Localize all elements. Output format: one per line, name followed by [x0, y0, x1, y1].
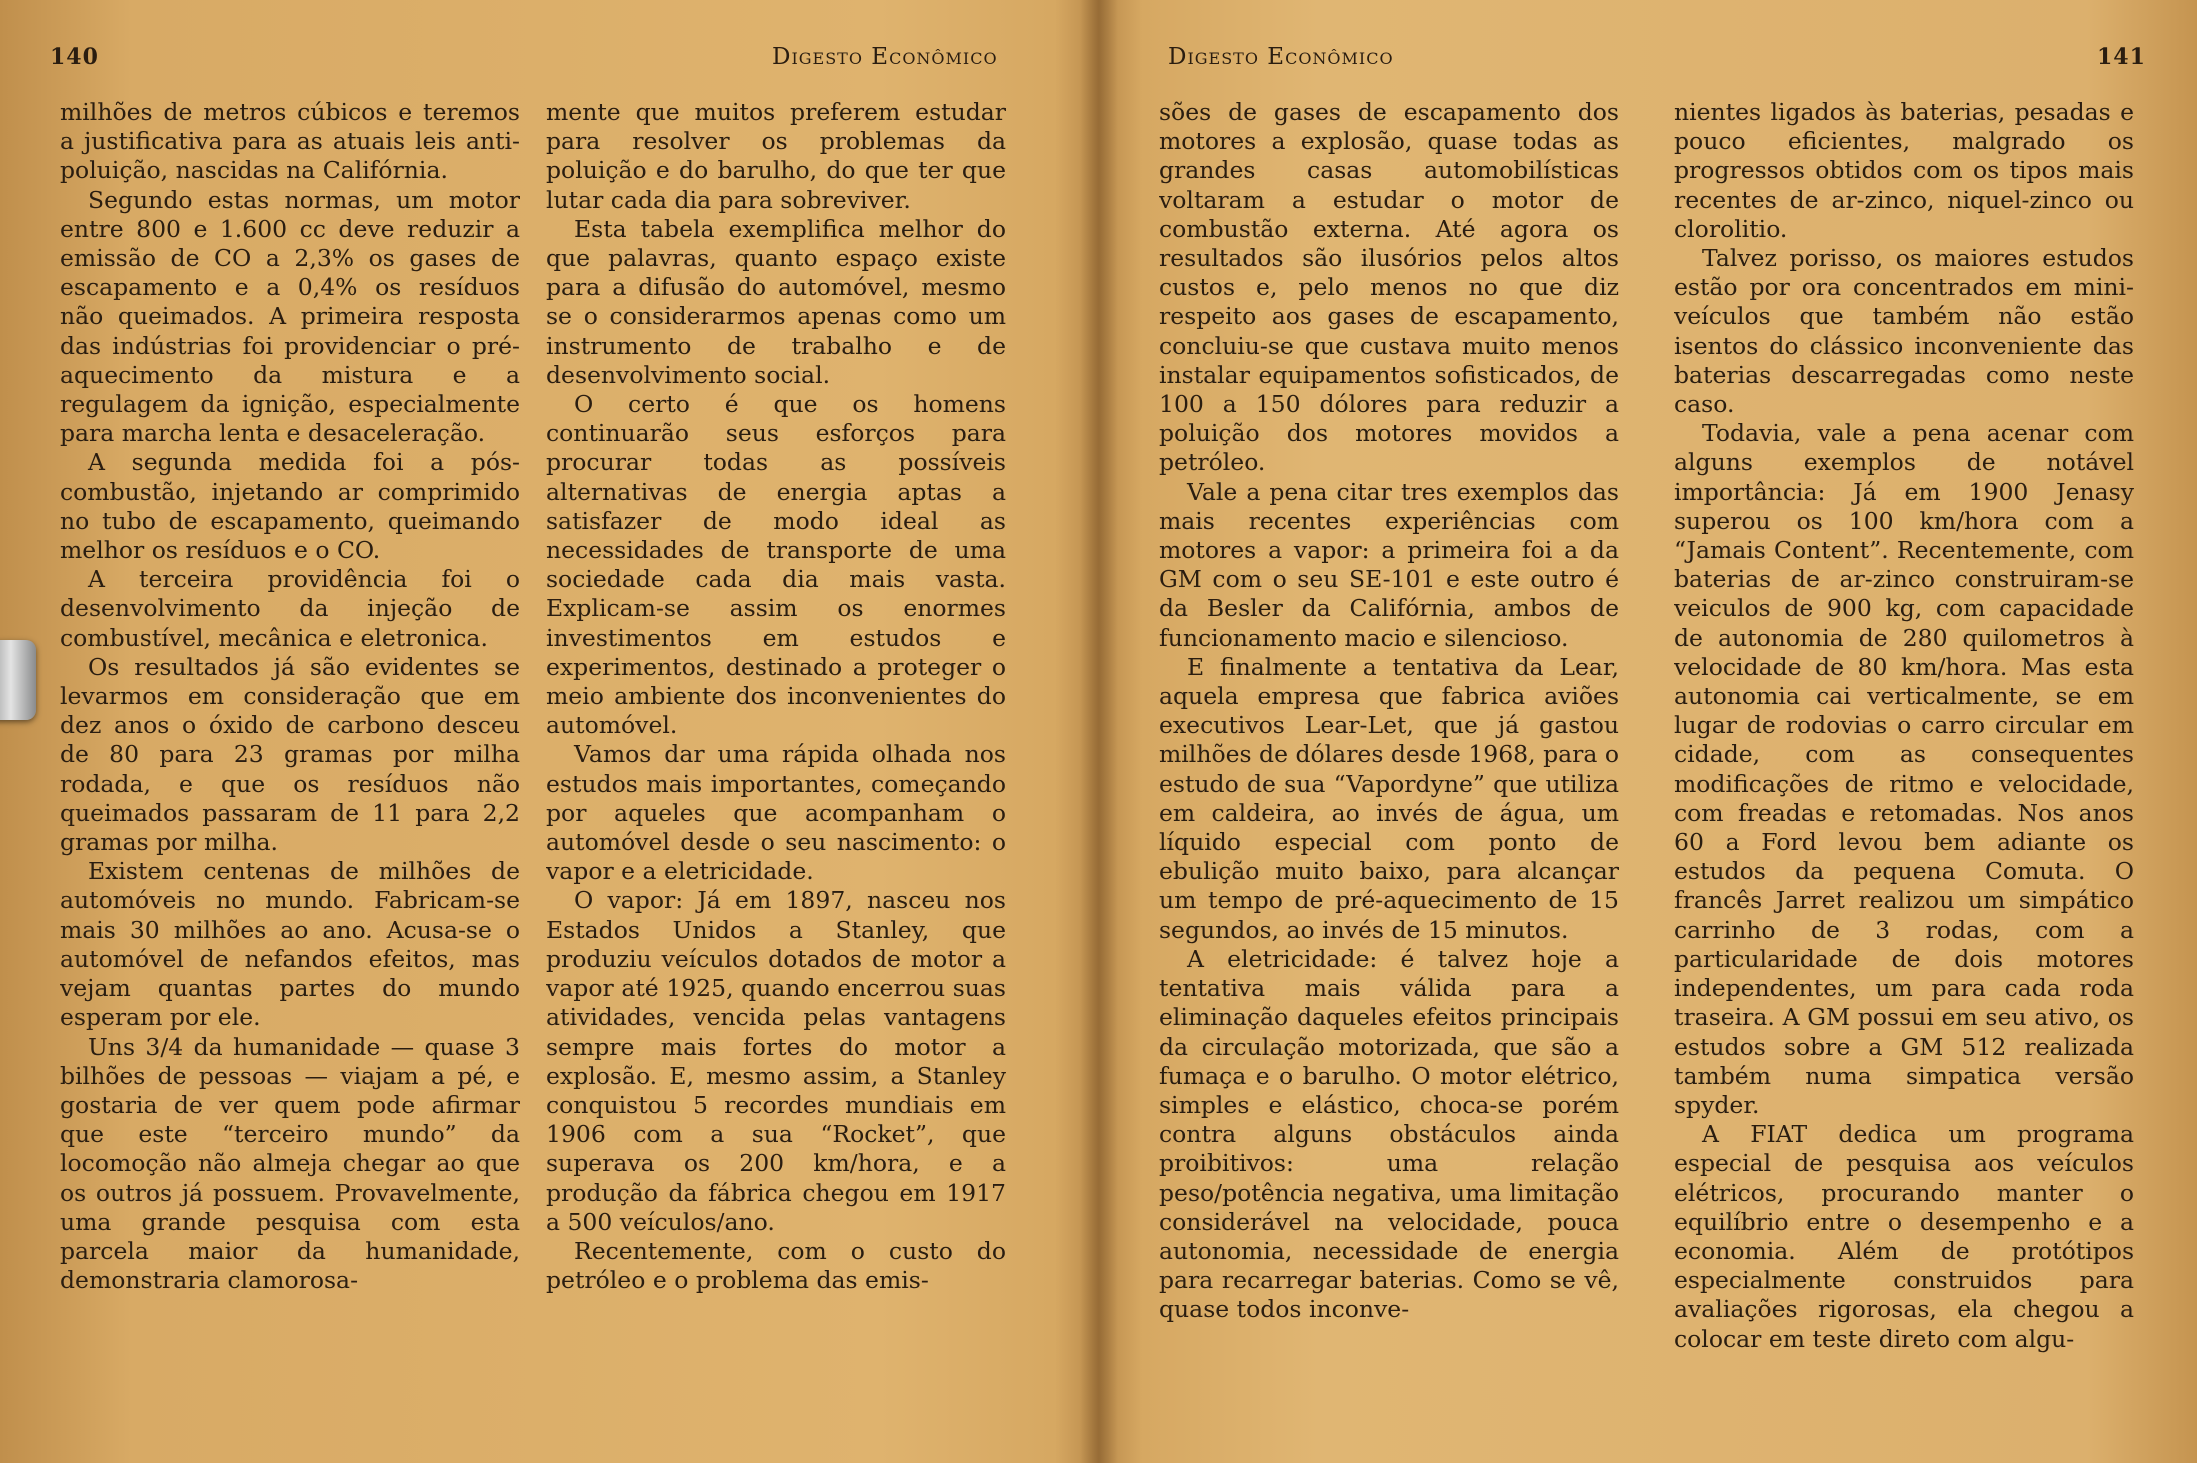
right-column-1	[1159, 98, 1619, 1418]
paragraph: A FIAT dedica um programa especial de pesquisa aos veículos elétricos, procurando manter o equilíbrio entre o desempenho e a economia. Além de protótipos especialmente construidos para avaliações rigorosas, ela chegou a colocar em teste direto com algu-	[1674, 1120, 2134, 1353]
paragraph: milhões de metros cúbicos e teremos a justificativa para as atuais leis anti-poluição, nascidas na Califórnia.	[60, 98, 520, 185]
paragraph: Existem centenas de milhões de automóveis no mundo. Fabricam-se mais 30 milhões ao ano. Acusa-se o automóvel de nefandos efeitos, mas vejam quantas partes do mundo esperam por ele.	[60, 857, 520, 1032]
paragraph: Uns 3/4 da humanidade — quase 3 bilhões de pessoas — viajam a pé, e gostaria de ver quem pode afirmar que este “terceiro mundo” da locomoção não almeja chegar ao que os outros já possuem. Provavelmente, uma grande pesquisa com esta parcela maior da humanidade, demonstraria clamorosa-	[60, 1032, 520, 1295]
right-page	[1099, 0, 2197, 1463]
paragraph: Vamos dar uma rápida olhada nos estudos mais importantes, começando por aqueles que acompanham o automóvel desde o seu nascimento: o vapor e a eletricidade.	[546, 740, 1006, 886]
paragraph: Os resultados já são evidentes se levarmos em consideração que em dez anos o óxido de carbono desceu de 80 para 23 gramas por milha rodada, e que os resíduos não queimados passaram de 11 para 2,2 gramas por milha.	[60, 652, 520, 857]
binder-clip	[0, 640, 36, 720]
paragraph: Segundo estas normas, um motor entre 800 e 1.600 cc deve reduzir a emissão de CO a 2,3% os gases de escapamento e a 0,4% os resíduos não queimados. A primeira resposta das indústrias foi providenciar o pré-aquecimento da mistura e a regulagem da ignição, especialmente para marcha lenta e desaceleração.	[60, 185, 520, 448]
paragraph: Recentemente, com o custo do petróleo e o problema das emis-	[546, 1236, 1006, 1295]
paragraph: nientes ligados às baterias, pesadas e pouco eficientes, malgrado os progressos obtidos com os tipos mais recentes de ar-zinco, niquel-zinco ou clorolitio.	[1674, 98, 2134, 243]
paragraph: sões de gases de escapamento dos motores a explosão, quase todas as grandes casas automobilísticas voltaram a estudar o motor de combustão externa. Até agora os resultados são ilusórios pelos altos custos e, pelo menos no que diz respeito aos gases de escapamento, concluiu-se que custava muito menos instalar equipamentos sofisticados, de 100 a 150 dólores para reduzir a poluição dos motores movidos a petróleo.	[1159, 98, 1619, 477]
paragraph: E finalmente a tentativa da Lear, aquela empresa que fabrica aviões executivos Lear-Let, que já gastou milhões de dólares desde 1968, para o estudo de sua “Vapordyne” que utiliza em caldeira, ao invés de água, um líquido especial com ponto de ebulição muito baixo, para alcançar um tempo de pré-aquecimento de 15 segundos, ao invés de 15 minutos.	[1159, 652, 1619, 944]
left-page	[0, 0, 1098, 1463]
paragraph: O vapor: Já em 1897, nasceu nos Estados Unidos a Stanley, que produziu veículos dotados de motor a vapor até 1925, quando encerrou suas atividades, vencida pelas vantagens sempre mais fortes do motor a explosão. E, mesmo assim, a Stanley conquistou 5 recordes mundiais em 1906 com a sua “Rocket”, que superava os 200 km/hora, e a produção da fábrica chegou em 1917 a 500 veículos/ano.	[546, 886, 1006, 1236]
left-column-1	[60, 98, 520, 1418]
paragraph: O certo é que os homens continuarão seus esforços para procurar todas as possíveis alternativas de energia aptas a satisfazer de modo ideal as necessidades de transporte de uma sociedade cada dia mais vasta. Explicam-se assim os enormes investimentos em estudos e experimentos, destinado a proteger o meio ambiente dos inconvenientes do automóvel.	[546, 390, 1006, 740]
right-column-2	[1674, 98, 2134, 1418]
paragraph: A eletricidade: é talvez hoje a tentativa mais válida para a eliminação daqueles efeitos principais da circulação motorizada, que são a fumaça e o barulho. O motor elétrico, simples e elástico, choca-se porém contra alguns obstáculos ainda proibitivos: uma relação peso/potência negativa, uma limitação considerável na velocidade, pouca autonomia, necessidade de energia para recarregar baterias. Como se vê, quase todos inconve-	[1159, 944, 1619, 1324]
right-page-number: 141	[2097, 44, 2146, 70]
paragraph: mente que muitos preferem estudar para resolver os problemas da poluição e do barulho, do que ter que lutar cada dia para sobreviver.	[546, 98, 1006, 214]
left-running-head: Digesto Econômico	[772, 44, 998, 70]
paragraph: Todavia, vale a pena acenar com alguns exemplos de notável importância: Já em 1900 Jenasy superou os 100 km/hora com a “Jamais Content”. Recentemente, com baterias de ar-zinco construiram-se veiculos de 900 kg, com capacidade de autonomia de 280 quilometros à velocidade de 80 km/hora. Mas esta autonomia cai verticalmente, se em lugar de rodovias o carro circular em cidade, com as consequentes modificações de ritmo e velocidade, com freadas e retomadas. Nos anos 60 a Ford levou bem adiante os estudos da pequena Comuta. O francês Jarret realizou um simpático carrinho de 3 rodas, com a particularidade de dois motores independentes, um para cada roda traseira. A GM possui em seu ativo, os estudos sobre a GM 512 realizada também numa simpatica versão spyder.	[1674, 419, 2134, 1119]
paragraph: Esta tabela exemplifica melhor do que palavras, quanto espaço existe para a difusão do automóvel, mesmo se o considerarmos apenas como um instrumento de trabalho e de desenvolvimento social.	[546, 214, 1006, 389]
right-running-head: Digesto Econômico	[1168, 44, 1394, 70]
left-column-2	[546, 98, 1006, 1418]
paragraph: Vale a pena citar tres exemplos das mais recentes experiências com motores a vapor: a primeira foi a da GM com o seu SE-101 e este outro é da Besler da Califórnia, ambos de funcionamento macio e silencioso.	[1159, 477, 1619, 652]
paragraph: A terceira providência foi o desenvolvimento da injeção de combustível, mecânica e eletronica.	[60, 565, 520, 652]
left-page-number: 140	[50, 44, 99, 70]
paragraph: A segunda medida foi a pós-combustão, injetando ar comprimido no tubo de escapamento, queimando melhor os resíduos e o CO.	[60, 448, 520, 565]
paragraph: Talvez porisso, os maiores estudos estão por ora concentrados em mini-veículos que também não estão isentos do clássico inconveniente das baterias descarregadas como neste caso.	[1674, 244, 2134, 419]
